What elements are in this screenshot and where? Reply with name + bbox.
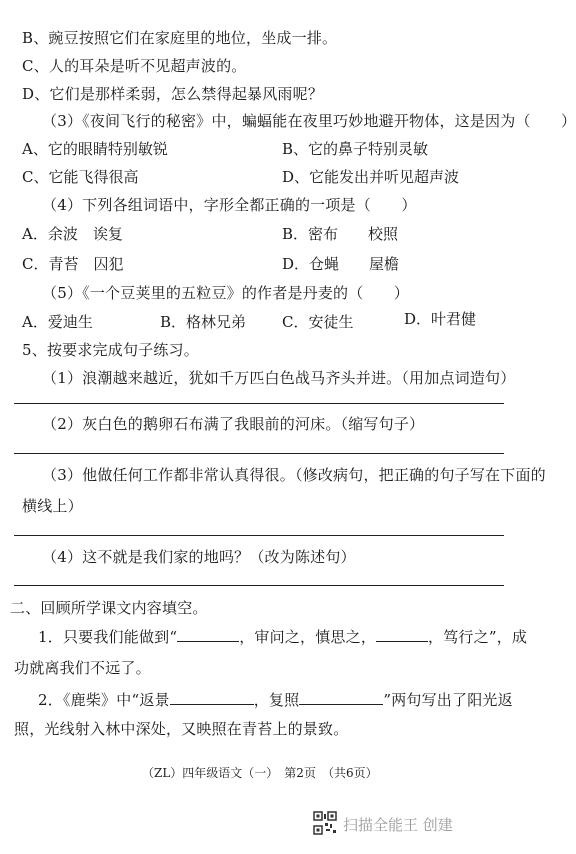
q5-option-b: B．格林兄弟 [160,313,247,331]
sentence-task-2: （2）灰白色的鹅卵石布满了我眼前的河床。（缩写句子） [42,415,425,433]
fill-item-1 [38,627,527,647]
q3-option-d: D、它能发出并听见超声波 [282,168,460,186]
fill-blank-1[interactable] [177,627,239,642]
answer-line-1[interactable] [14,403,504,404]
scanner-watermark: 扫描全能王 创建 [343,816,453,834]
section-5-title: 5、按要求完成句子练习。 [22,341,199,359]
q4-option-b: B．密布 校照 [282,225,399,243]
sentence-task-1: （1）浪潮越来越近，犹如千万匹白色战马齐头并进。（用加点词造句） [42,369,516,387]
sentence-task-4: （4）这不就是我们家的地吗？（改为陈述句） [42,548,356,566]
q3-option-b: B、它的鼻子特别灵敏 [282,140,429,158]
answer-line-2[interactable] [14,453,504,454]
option-b: B、豌豆按照它们在家庭里的地位，坐成一排。 [22,29,338,47]
question-5-stem: （5）《一个豆荚里的五粒豆》的作者是丹麦的（ ） [42,284,410,302]
q4-option-d: D．仓蝇 屋檐 [282,255,400,273]
q5-option-d: D．叶君健 [404,310,477,328]
question-4-stem: （4）下列各组词语中，字形全都正确的一项是（ ） [42,196,417,214]
answer-line-4[interactable] [14,585,504,586]
fill-item-1-text-a: 1．只要我们能做到“ [38,628,178,646]
q3-option-c: C、它能飞得很高 [22,168,139,186]
q4-option-a: A．余波 诶复 [22,225,123,243]
q5-option-c: C．安徒生 [282,313,354,331]
fill-item-2-text-a: 2．《鹿柴》中“返景 [38,691,170,709]
q3-option-a: A、它的眼睛特别敏锐 [22,140,168,158]
fill-item-2-text-b: ，复照 [253,691,300,709]
option-d: D、它们是那样柔弱，怎么禁得起暴风雨呢？ [22,85,324,103]
question-3-stem: （3）《夜间飞行的秘密》中，蝙蝠能在夜里巧妙地避开物体，这是因为（ ） [42,112,576,130]
part-2-title: 二、回顾所学课文内容填空。 [10,599,208,617]
fill-blank-2[interactable] [376,627,428,642]
q4-option-c: C．青苔 囚犯 [22,255,124,273]
fill-blank-4[interactable] [299,690,383,705]
fill-blank-3[interactable] [170,690,254,705]
page-footer: （ZL）四年级语文（一） 第2页 （共6页） [142,766,378,780]
sentence-task-3: （3）他做任何工作都非常认真得很。（修改病句，把正确的句子写在下面的 [42,466,546,484]
fill-item-1-cont: 功就离我们不远了。 [14,659,151,677]
q5-option-a: A．爱迪生 [22,313,93,331]
qr-code-icon [313,811,337,835]
option-c: C、人的耳朵是听不见超声波的。 [22,57,247,75]
fill-item-1-text-b: ，审问之，慎思之， [239,628,377,646]
fill-item-2-text-c: ”两句写出了阳光返 [383,691,513,709]
answer-line-3[interactable] [14,535,504,536]
sentence-task-3-cont: 横线上） [22,497,83,515]
fill-item-1-text-c: ，笃行之”，成 [428,628,528,646]
fill-item-2-cont: 照，光线射入林中深处，又映照在青苔上的景致。 [14,720,349,738]
fill-item-2 [38,690,513,710]
